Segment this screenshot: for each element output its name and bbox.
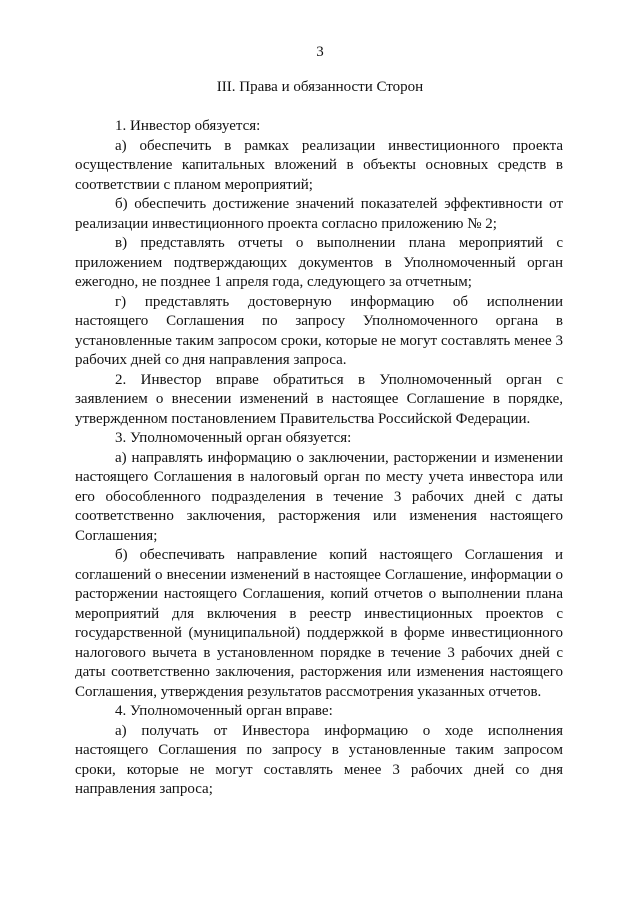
- paragraph-authority-rights: 4. Уполномоченный орган вправе:: [115, 703, 333, 719]
- paragraph-investor-obligations: 1. Инвестор обязуется:: [115, 118, 261, 134]
- paragraph-1v: в) представлять отчеты о выполнении плана мероприятий с приложением подтверждающих документов в Уполномоченный орган ежегодно, не позднее 1 апреля года, следующего за отчетным;: [75, 235, 563, 290]
- paragraph-1a: а) обеспечить в рамках реализации инвестиционного проекта осуществление капитальных вложений в объекты основных средств в соответствии с планом мероприятий;: [75, 137, 563, 193]
- document-body: [75, 117, 563, 800]
- paragraph-1g: г) представлять достоверную информацию об исполнении настоящего Соглашения по запросу Уполномоченного органа в установленные таким запросом сроки, которые не могут составлять менее 3 рабочих дней со дня направления запроса.: [75, 293, 563, 368]
- section-title: III. Права и обязанности Сторон: [216, 79, 424, 95]
- paragraph-3a: а) направлять информацию о заключении, расторжении и изменении настоящего Соглашения в налоговый орган по месту учета инвестора или его обособленного подразделения в течение 3 рабочих дней с даты соответственно заключения, расторжения или изменения настоящего Соглашения;: [75, 449, 563, 544]
- paragraph-4a: а) получать от Инвестора информацию о ходе исполнения настоящего Соглашения по запросу в установленные таким запросом сроки, которые не могут составлять менее 3 рабочих дней со дня направления запроса;: [75, 722, 563, 797]
- paragraph-3b: б) обеспечивать направление копий настоящего Соглашения и соглашений о внесении изменений в настоящее Соглашение, информации о расторжении настоящего Соглашения, копий отчетов о выполнении плана мероприятий для включения в реестр инвестиционных проектов с государственной (муниципальной) поддержкой в форме инвестиционного налогового вычета в установленном порядке в течение 3 рабочих дней с даты соответственно заключения, расторжения или изменения настоящего Соглашения, утверждения результатов рассмотрения указанных отчетов.: [75, 547, 563, 700]
- page-number: 3: [316, 44, 324, 60]
- paragraph-1b: б) обеспечить достижение значений показателей эффективности от реализации инвестиционного проекта согласно приложению № 2;: [75, 196, 563, 232]
- paragraph-investor-rights: 2. Инвестор вправе обратиться в Уполномоченный орган с заявлением о внесении изменений в настоящее Соглашение в порядке, утвержденном постановлением Правительства Российской Федерации.: [75, 371, 563, 427]
- paragraph-authority-obligations: 3. Уполномоченный орган обязуется:: [115, 430, 352, 446]
